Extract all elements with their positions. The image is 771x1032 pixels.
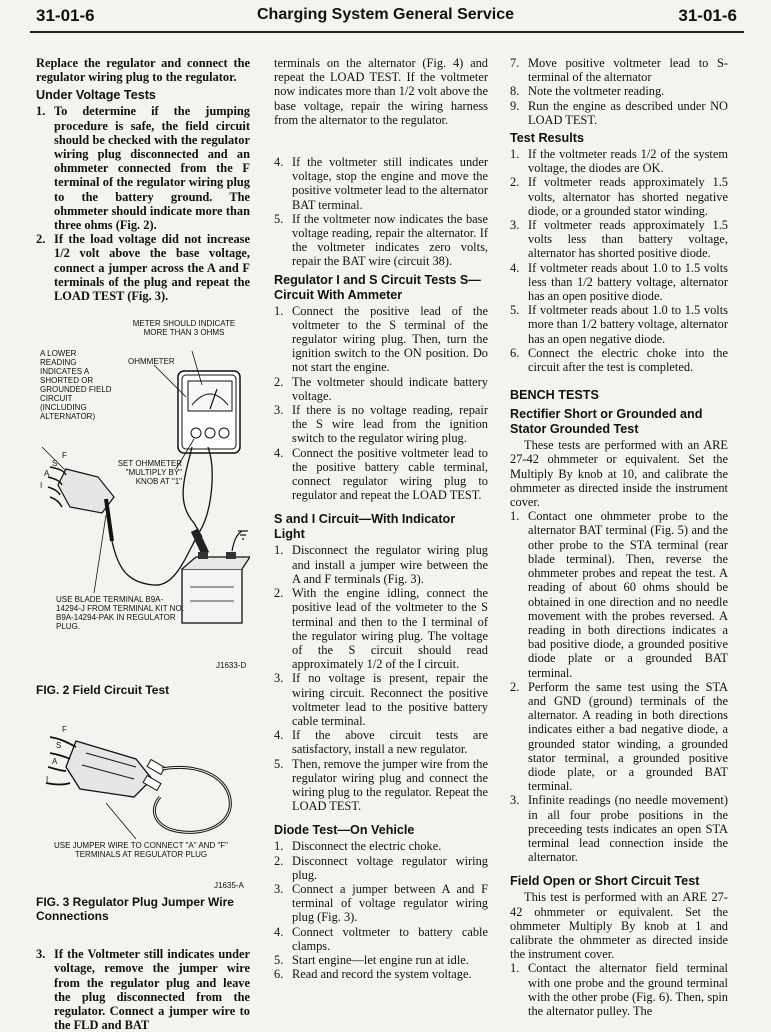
rectifier-paragraph: These tests are performed with an ARE 27-42 ohmmeter or equivalent. Set the Multiply By knob at 10, and calibrate the ohmmeter as directed inside the instrument cover. [510,438,728,510]
fig2-label-a: A [44,469,50,479]
list-item-number: 4. [510,260,520,275]
list-item-number: 2. [274,853,284,868]
list-item-number: 4. [274,445,284,460]
list-item [274,854,488,882]
list-item [274,925,488,953]
list-item-number: 1. [274,303,284,318]
list-item [274,586,488,671]
list-item-text: If voltmeter reads approximately 1.5 volts less than battery voltage, alternator has shorted positive diode. [528,218,728,261]
list-item [510,261,728,304]
fig3-label-a: A [52,757,58,767]
list-item-number: 4. [274,924,284,939]
list-item [510,147,728,175]
heading-test-results: Test Results [510,131,584,146]
heading-under-voltage: Under Voltage Tests [36,88,156,103]
list-item-number: 4. [274,728,284,743]
fig2-label-blade: USE BLADE TERMINAL B9A-14294-J FROM TERMINAL KIT NO. B9A-14294-PAK IN REGULATOR PLUG. [56,595,184,632]
field-paragraph: This test is performed with an ARE 27-42 ohmmeter or equivalent. Set the ohmmeter Multiply By knob at 1 and calibrate the ohmmeter as directed inside the instrument cover. [510,890,728,962]
list-item [274,446,488,503]
list-item-number: 3. [510,793,520,808]
list-item-number: 5. [510,303,520,318]
heading-s-i-circuit: S and I Circuit—With Indicator Light [274,512,456,542]
list-item-text: With the engine idling, connect the positive lead of the voltmeter to the S terminal and then to the I terminal of the regulator wiring plug. The voltage of the S circuit should read approximately 1/2 of the I circuit. [292,586,488,672]
list-field-test [510,961,728,1018]
list-item [274,212,488,269]
list-item-text: Contact the alternator field terminal with one probe and the ground terminal with the other probe (Fig. 6). Then, spin the alternator pulley. The [528,961,728,1018]
list-item-text: If the load voltage did not increase 1/2 volt above the base voltage, connect a jumper across the A and F terminals of the plug and repeat the LOAD TEST (Fig. 3). [54,232,250,304]
column-middle [274,56,488,981]
list-item-text: Start engine—let engine run at idle. [292,952,469,967]
list-item [274,839,488,853]
list-item-text: Disconnect the electric choke. [292,839,442,854]
list-diode-test [274,839,488,981]
list-item [274,757,488,814]
fig2-caption: FIG. 2 Field Circuit Test [36,683,170,698]
page-number-right: 31-01-6 [678,6,737,25]
list-s-i-circuit [274,543,488,813]
list-item [510,218,728,261]
fig2-label-i: I [40,481,43,491]
list-item [36,104,250,232]
fig3-label-use: USE JUMPER WIRE TO CONNECT "A" AND "F" TERMINALS AT REGULATOR PLUG [53,841,229,860]
list-item [274,967,488,981]
list-item-number: 2. [510,679,520,694]
list-item-text: If the voltmeter reads 1/2 of the system voltage, the diodes are OK. [528,147,728,176]
list-item-text: Infinite readings (no needle movement) in all four probe positions in the preceeding tests indicates an open STA terminal lead connection inside the alternator. [528,793,728,865]
list-item-number: 4. [274,155,284,170]
list-item [510,793,728,864]
figure-3 [36,719,250,924]
list-item-text: If the above circuit tests are satisfactory, install a new regulator. [292,728,488,757]
list-item [274,375,488,403]
list-item [274,155,488,212]
list-item [274,543,488,586]
fig3-label-i: I [46,775,49,785]
page-title: Charging System General Service [257,6,514,23]
list-item [510,509,728,679]
list-item [510,680,728,794]
list-item-text: Disconnect voltage regulator wiring plug. [292,853,488,882]
list-item-text: If voltmeter reads about 1.0 to 1.5 volts less than 1/2 battery voltage, alternator has an open positive diode. [528,260,728,304]
fig2-label-lower: A LOWER READING INDICATES A SHORTED OR GROUNDED FIELD CIRCUIT (INCLUDING ALTERNATOR) [40,349,112,422]
fig2-label-set: SET OHMMETER "MULTIPLY BY" KNOB AT "1" [117,459,182,487]
list-item-number: 6. [510,345,520,360]
list-item [510,303,728,346]
list-item-text: If there is no voltage reading, repair the S wire lead from the ignition switch to the regulator wiring plug. [292,403,488,446]
list-rectifier-test [510,509,728,864]
list-item [274,728,488,756]
header-rule [30,31,744,33]
page-number-left: 31-01-6 [36,6,95,25]
list-item [274,304,488,375]
list-item-text: If no voltage is present, repair the wiring circuit. Reconnect the positive voltmeter lead to the positive battery cable terminal. [292,671,488,728]
list-item [274,953,488,967]
column-right [510,56,728,1018]
fig2-label-meter: METER SHOULD INDICATE MORE THAN 3 OHMS [132,319,236,338]
list-item-text: Then, remove the jumper wire from the regulator wiring plug and connect the wiring plug to the regulator. Repeat the LOAD TEST. [292,756,488,814]
list-item-text: If voltmeter reads approximately 1.5 volts, alternator has shorted negative diode, or a grounded stator winding. [528,175,728,218]
list-test-results [510,147,728,374]
fig2-label-f: F [62,451,67,461]
list-item-number: 7. [510,56,520,70]
list-item [274,882,488,925]
heading-diode-test: Diode Test—On Vehicle [274,823,415,838]
list-item [510,84,728,98]
list-item-number: 1. [36,104,46,119]
list-load-test-cont [274,155,488,269]
list-diode-test-cont [510,56,728,127]
list-item-text: Perform the same test using the STA and GND (ground) terminals of the alternator. A reading in both directions indicates either a bad negative diode, a grounded stator winding, a grounded stator terminal, a grounded positive diode plate, or a grounded BAT terminal. [528,679,728,794]
fig3-label-f: F [62,725,67,735]
heading-field-test: Field Open or Short Circuit Test [510,874,700,889]
list-item-number: 2. [274,374,284,389]
list-item-text: If the voltmeter still indicates under voltage, stop the engine and move the positive voltmeter lead to the alternator BAT terminal. [292,155,488,212]
list-item-number: 1. [510,509,520,524]
list-item [510,175,728,218]
column-left [36,56,250,1032]
heading-regulator-circuit: Regulator I and S Circuit Tests S—Circuit With Ammeter [274,272,481,302]
fig3-caption: FIG. 3 Regulator Plug Jumper Wire Connections [36,895,234,924]
list-item-text: Disconnect the regulator wiring plug and install a jumper wire between the A and F terminals (Fig. 3). [292,543,488,586]
list-item [510,346,728,374]
list-item-text: Connect voltmeter to battery cable clamps. [292,924,488,953]
list-item [36,232,250,303]
list-item [510,56,728,84]
list-item-text: Read and record the system voltage. [292,967,472,982]
list-item [510,961,728,1018]
list-item-number: 3. [510,218,520,233]
fig2-label-ohmmeter: OHMMETER [128,357,175,367]
list-item-number: 2. [36,232,46,247]
list-item [274,671,488,728]
list-item [274,403,488,446]
list-item-number: 5. [274,756,284,771]
page-header [0,0,771,30]
fig2-code: J1633-D [216,661,247,671]
list-item-number: 6. [274,967,284,982]
list-item-number: 1. [274,543,284,558]
list-item-text: To determine if the jumping procedure is safe, the field circuit should be checked with the regulator wiring plug disconnected and an ohmmeter connected from the F terminal of the regulator wiring plug to the battery ground. The ohmmeter should indicate more than three ohms (Fig. 2). [54,104,250,233]
list-item-number: 3. [274,671,284,686]
list-item-number: 8. [510,84,520,99]
list-item-text: Connect the electric choke into the circuit after the test is completed. [528,345,728,375]
list-item-number: 3. [274,403,284,418]
list-s-circuit-ammeter [274,304,488,503]
list-item-text: Connect a jumper between A and F terminal of voltage regulator wiring plug (Fig. 3). [292,881,488,925]
list-item-number: 3. [274,881,284,896]
heading-rectifier-test: Rectifier Short or Grounded and Stator Grounded Test [510,407,703,437]
fig2-label-s: S [52,459,58,469]
list-item-text: Connect the positive lead of the voltmeter to the S terminal of the regulator wiring plug. Then, turn the ignition switch to the ON position. Do not start the engine. [292,303,488,375]
list-item-number: 1. [510,961,520,976]
list-item-number: 5. [274,211,284,226]
list-item-number: 2. [510,175,520,190]
continued-paragraph: terminals on the alternator (Fig. 4) and repeat the LOAD TEST. If the voltmeter now indicates more than 1/2 volt above the base voltage, repair the wiring harness from the alternator to the regulator. [274,56,488,127]
list-item3 [36,947,250,1032]
heading-bench-tests: BENCH TESTS [510,388,599,403]
list-item-text: Move positive voltmeter lead to S-terminal of the alternator [528,56,728,85]
list-item [510,99,728,127]
list-item-number: 9. [510,98,520,113]
list-item-text: Run the engine as described under NO LOAD TEST. [528,98,728,127]
fig3-label-s: S [56,741,62,751]
list-item: 3. If the Voltmeter still indicates under voltage, remove the jumper wire from the regulator plug and leave the plug disconnected from the regulator. Connect a jumper wire to the FLD and BAT [36,947,250,1032]
intro-paragraph: Replace the regulator and connect the regulator wiring plug to the regulator. [36,56,250,85]
fig3-code: J1635-A [214,881,244,891]
list-item-text: Connect the positive voltmeter lead to the positive battery cable terminal, connect regulator wiring plug to regulator and repeat the LOAD TEST. [292,445,488,503]
list-item-text: Contact one ohmmeter probe to the alternator BAT terminal (Fig. 5) and the other probe to the STA terminal (rear blade terminal). Then, reverse the ohmmeter probes and repeat the test. A reading of about 60 ohms should be obtained in one direction and no needle movement with the probes reversed. A reading in both directions indicates a bad positive diode, a grounded positive diode plate or a grounded BAT terminal. [528,509,728,680]
list-item-number: 1. [274,839,284,854]
list-item-number: 1. [510,147,520,162]
list-item-text: If voltmeter reads about 1.0 to 1.5 volts more than 1/2 battery voltage, alternator has an open negative diode. [528,303,728,346]
list-item-text: The voltmeter should indicate battery voltage. [292,374,488,403]
list-under-voltage [36,104,250,303]
list-item-text: If the voltmeter now indicates the base voltage reading, repair the alternator. If the voltmeter indicates zero volts, repair the BAT wire (circuit 38). [292,211,488,269]
figure-2 [36,319,250,698]
list-item-text: Note the voltmeter reading. [528,84,665,99]
list-item-number: 2. [274,586,284,601]
list-item-number: 5. [274,952,284,967]
